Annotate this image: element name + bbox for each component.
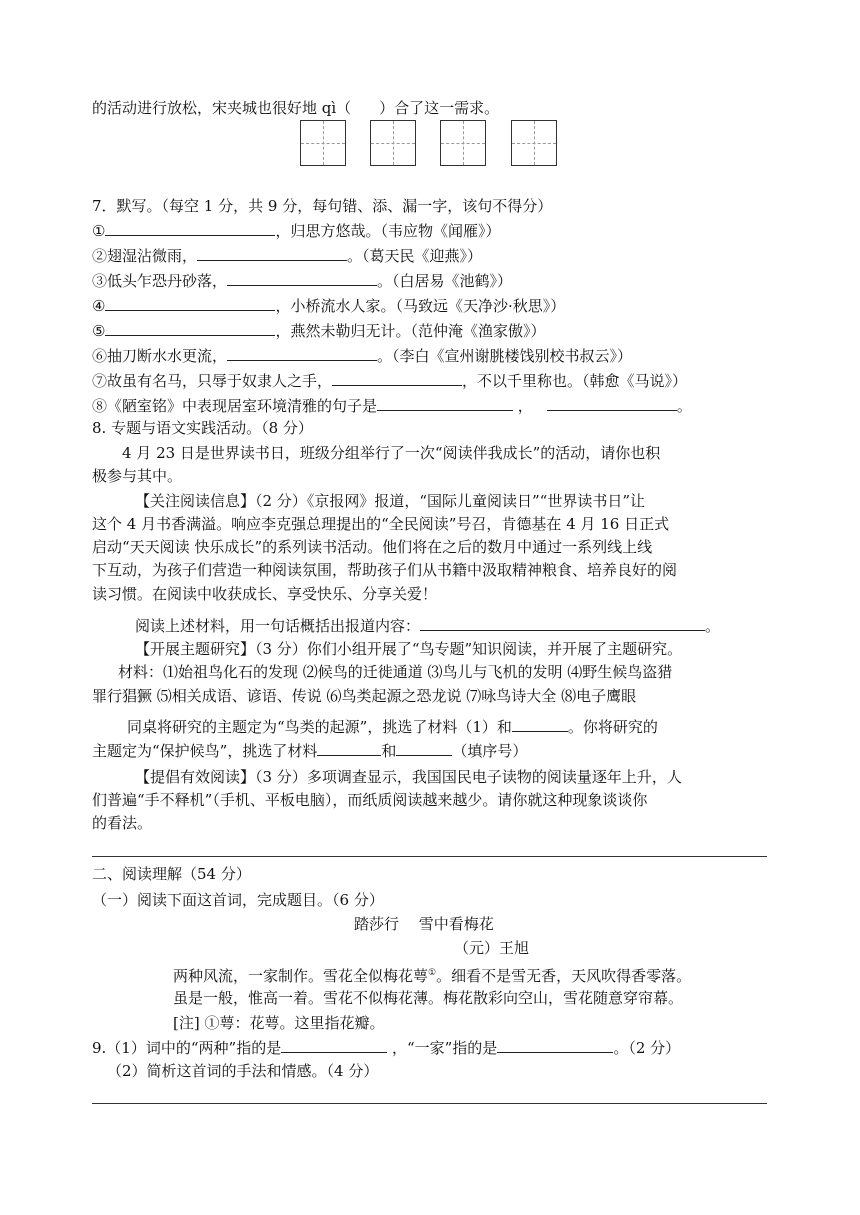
summary-end: 。 <box>705 617 721 635</box>
note-mark: ① <box>428 968 437 978</box>
answer-blank[interactable] <box>281 1037 387 1053</box>
poem-text: 。细看不是雪无香，天风吹得香零落。 <box>436 967 692 985</box>
q7-item <box>92 295 565 316</box>
q6-text-after: ）合了这一需求。 <box>379 99 500 117</box>
item-number: ② <box>92 247 108 265</box>
research-text: 同桌将研究的主题定为“鸟类的起源”，挑选了材料（1）和 <box>127 718 512 736</box>
q7-item <box>92 245 482 266</box>
answer-line[interactable] <box>92 1103 767 1104</box>
answer-line[interactable] <box>92 856 767 857</box>
answer-blank[interactable] <box>512 716 568 732</box>
answer-blank[interactable] <box>332 370 462 386</box>
item-text: ，燕然未勒归无计。（范仲淹《渔家傲》） <box>275 322 546 340</box>
item-text: 翅湿沾微雨， <box>107 247 198 265</box>
item-text: 故虽有名马，只辱于奴隶人之手， <box>107 372 333 390</box>
poem-author: （元）王旭 <box>454 939 530 957</box>
answer-blank[interactable] <box>227 345 377 361</box>
answer-blank[interactable] <box>227 270 377 286</box>
item-text: ， <box>513 397 533 415</box>
item-number: ① <box>92 222 106 240</box>
research-text: 。你将研究的 <box>567 718 658 736</box>
part2-title: 二、阅读理解（54 分） <box>92 865 251 883</box>
pinyin-char-box[interactable] <box>300 120 346 166</box>
research-text: 主题定为“保护候鸟”，挑选了材料 <box>92 742 318 760</box>
item-text: 。（葛天民《迎燕》） <box>347 247 483 265</box>
answer-blank[interactable] <box>197 245 347 261</box>
poem-note: [注] ①萼：花萼。这里指花瓣。 <box>173 1014 385 1032</box>
q8-info-line: 启动“天天阅读 快乐成长”的系列读书活动。他们将在之后的数月中通过一系列线上线 <box>92 538 653 556</box>
research-text: 和 <box>381 742 397 760</box>
item-number: ⑥ <box>92 347 108 365</box>
answer-blank[interactable] <box>396 740 452 756</box>
poem-title: 踏莎行 雪中看梅花 <box>354 915 494 933</box>
answer-blank[interactable] <box>317 740 381 756</box>
item-text: 抽刀断水水更流， <box>107 347 228 365</box>
q6-tail-line <box>92 98 499 118</box>
q9-line <box>92 1037 680 1058</box>
q8-research-q2 <box>92 740 527 761</box>
q7-item <box>92 395 692 416</box>
q8-title: 8. 专题与语文实践活动。（8 分） <box>92 419 313 437</box>
item-text: ，归思方悠哉。（韦应物《闻雁》） <box>275 222 501 240</box>
q7-item <box>92 270 512 291</box>
pinyin-char-box[interactable] <box>511 120 557 166</box>
item-text: 《陋室铭》中表现居室环境清雅的句子是 <box>107 397 378 415</box>
item-text: 。（李白《宣州谢朓楼饯别校书叔云》） <box>377 347 633 365</box>
answer-blank[interactable] <box>547 395 677 411</box>
summary-prompt: 阅读上述材料，用一句话概括出报道内容： <box>135 617 421 635</box>
answer-blank[interactable] <box>497 1037 613 1053</box>
q8-info-line: 读习惯。在阅读中收获成长、享受快乐、分享关爱！ <box>92 585 438 603</box>
q8-effective-line: 的看法。 <box>92 814 153 832</box>
item-text: 。（白居易《池鹤》） <box>377 272 513 290</box>
q7-item <box>92 345 632 366</box>
poem-line <box>173 963 691 986</box>
answer-blank[interactable] <box>377 395 513 411</box>
q9-text: 9.（1）词中的“两种”指的是 <box>92 1039 282 1057</box>
answer-blank[interactable] <box>105 320 275 336</box>
part2-sub1: （一）阅读下面这首词，完成题目。（6 分） <box>92 891 384 909</box>
q8-research-line: 材料：⑴始祖鸟化石的发现 ⑵候鸟的迁徙通道 ⑶鸟儿与飞机的发明 ⑷野生候鸟盗猎 <box>118 663 673 681</box>
item-number: ⑧ <box>92 397 108 415</box>
item-number: ⑤ <box>92 322 106 340</box>
item-text: ，不以千里称也。（韩愈《马说》） <box>462 372 688 390</box>
q8-intro-line: 极参与其中。 <box>92 467 183 485</box>
research-text: （填序号） <box>452 742 528 760</box>
q9-text: ，“一家”指的是 <box>387 1039 498 1057</box>
q8-info-line: 这个 4 月书香满溢。响应李克强总理提出的“全民阅读”号召，肯德基在 4 月 16 日正式 <box>92 515 670 533</box>
q7-item <box>92 370 687 391</box>
pinyin-char-box[interactable] <box>370 120 416 166</box>
item-text: ，小桥流水人家。（马致远《天净沙·秋思》） <box>275 297 566 315</box>
answer-blank[interactable] <box>105 220 275 236</box>
q7-item <box>92 320 545 341</box>
q9-text: 。（2 分） <box>613 1039 681 1057</box>
q9-sub2: （2）简析这首词的手法和情感。（4 分） <box>107 1062 379 1080</box>
poem-line: 虽是一般，惟高一着。雪花不似梅花薄。梅花散彩向空山，雪花随意穿帘幕。 <box>173 989 684 1007</box>
item-text: 。 <box>676 397 692 415</box>
pinyin-char-box[interactable] <box>440 120 486 166</box>
answer-blank[interactable] <box>420 615 705 631</box>
q7-title: 7．默写。（每空 1 分，共 9 分，每句错、添、漏一字，该句不得分） <box>92 197 553 215</box>
q8-effective-line: 【提倡有效阅读】（3 分）多项调查显示，我国国民电子读物的阅读量逐年上升，人 <box>135 768 682 786</box>
item-number: ④ <box>92 297 106 315</box>
item-number: ③ <box>92 272 108 290</box>
q8-info-line: 下互动，为孩子们营造一种阅读氛围，帮助孩子们从书籍中汲取精神粮食、培养良好的阅 <box>92 561 678 579</box>
answer-blank[interactable] <box>105 295 275 311</box>
item-text: 低头乍恐丹砂落， <box>107 272 228 290</box>
q8-research-line: 【开展主题研究】（3 分）你们小组开展了“鸟专题”知识阅读，并开展了主题研究。 <box>135 640 683 658</box>
q6-text-before: 的活动进行放松，宋夹城也很好地 qì（ <box>92 99 352 117</box>
q8-info-line: 【关注阅读信息】（2 分）《京报网》报道，“国际儿童阅读日”“世界读书日”让 <box>135 492 645 510</box>
q7-item <box>92 220 500 241</box>
q8-research-line: 罪行猖獗 ⑸相关成语、谚语、传说 ⑹鸟类起源之恐龙说 ⑺咏鸟诗大全 ⑻电子鹰眼 <box>92 687 637 705</box>
q8-effective-line: 们普遍“手不释机”（手机、平板电脑），而纸质阅读越来越少。请你就这种现象谈谈你 <box>92 791 648 809</box>
poem-text: 两种风流，一家制作。雪花全似梅花萼 <box>173 967 429 985</box>
q8-summary-line <box>135 615 720 636</box>
q8-research-q1 <box>127 716 658 737</box>
item-number: ⑦ <box>92 372 108 390</box>
q8-intro-line: 4 月 23 日是世界读书日，班级分组举行了一次“阅读伴我成长”的活动，请你也积 <box>122 444 661 462</box>
